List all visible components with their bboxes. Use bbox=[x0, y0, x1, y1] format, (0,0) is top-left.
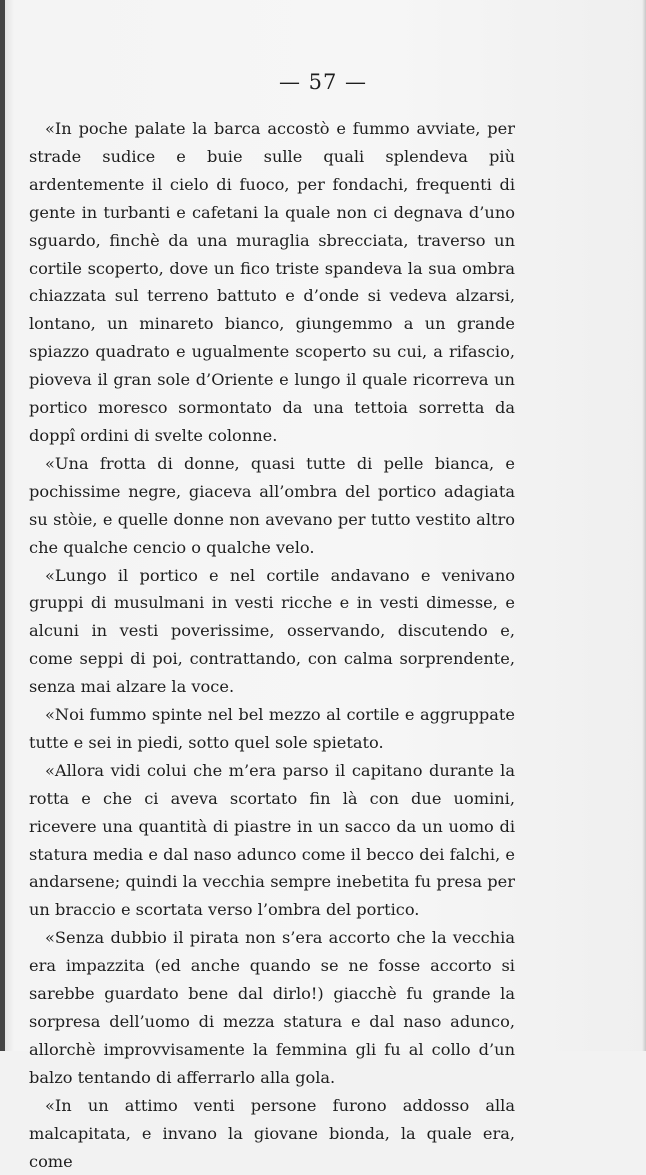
page-number: — 57 — bbox=[278, 70, 368, 94]
paragraph: «In un attimo venti persone furono addosso alla malcapitata, e invano la giovane bionda, la quale era, come bbox=[29, 1095, 515, 1171]
paragraph: «Senza dubbio il pirata non s’era accorto che la vecchia era impazzita (ed anche quando se ne fosse accorto si sarebbe guardato bene dal dirlo!) giacchè fu grande la sorpresa dell’uomo di mezza statura e dal naso adunco, allorchè improvvisamente la femmina gli fu al collo d’un balzo tentando di afferrarlo alla gola. bbox=[29, 928, 515, 1087]
paragraph: «Una frotta di donne, quasi tutte di pelle bianca, e pochissime negre, giaceva all’ombra del portico adagiata su stòie, e quelle donne non avevano per tutto vestito altro che qualche cencio o qualche velo. bbox=[29, 453, 515, 557]
paragraph: «In poche palate la barca accostò e fummo avviate, per strade sudice e buie sulle quali splendeva più ardentemente il cielo di fuoco, per fondachi, frequenti di gente in turbanti e cafetani la quale non ci degnava d’uno sguardo, finchè da una muraglia sbrecciata, traverso un cortile scoperto, dove un fico triste spandeva la sua ombra chiazzata sul terreno battuto e d’onde si vedeva alzarsi, lontano, un minareto bianco, giungemmo a un grande spiazzo quadrato e ugualmente scoperto su cui, a rifascio, pioveva il gran sole d’Oriente e lungo il quale ricorreva un portico moresco sormontato da una tettoia sorretta da doppî ordini di svelte colonne. bbox=[29, 119, 515, 445]
paragraph: «Noi fummo spinte nel bel mezzo al cortile e aggruppate tutte e sei in piedi, sotto quel sole spietato. bbox=[29, 705, 515, 752]
page-right-edge bbox=[642, 0, 646, 1051]
paragraph: «Allora vidi colui che m’era parso il capitano durante la rotta e che ci aveva scortato fin là con due uomini, ricevere una quantità di piastre in un sacco da un uomo di statura media e dal naso adunco come il becco dei falchi, e andarsene; quindi la vecchia sempre inebetita fu presa per un braccio e scortata verso l’ombra del portico. bbox=[29, 760, 515, 920]
paragraph: «Lungo il portico e nel cortile andavano e venivano gruppi di musulmani in vesti ricche e in vesti dimesse, e alcuni in vesti poverissime, osservando, discutendo e, come seppi di poi, contrattando, con calma sorprendente, senza mai alzare la voce. bbox=[29, 565, 515, 697]
page-left-edge bbox=[0, 0, 5, 1051]
body-text bbox=[29, 115, 515, 1175]
